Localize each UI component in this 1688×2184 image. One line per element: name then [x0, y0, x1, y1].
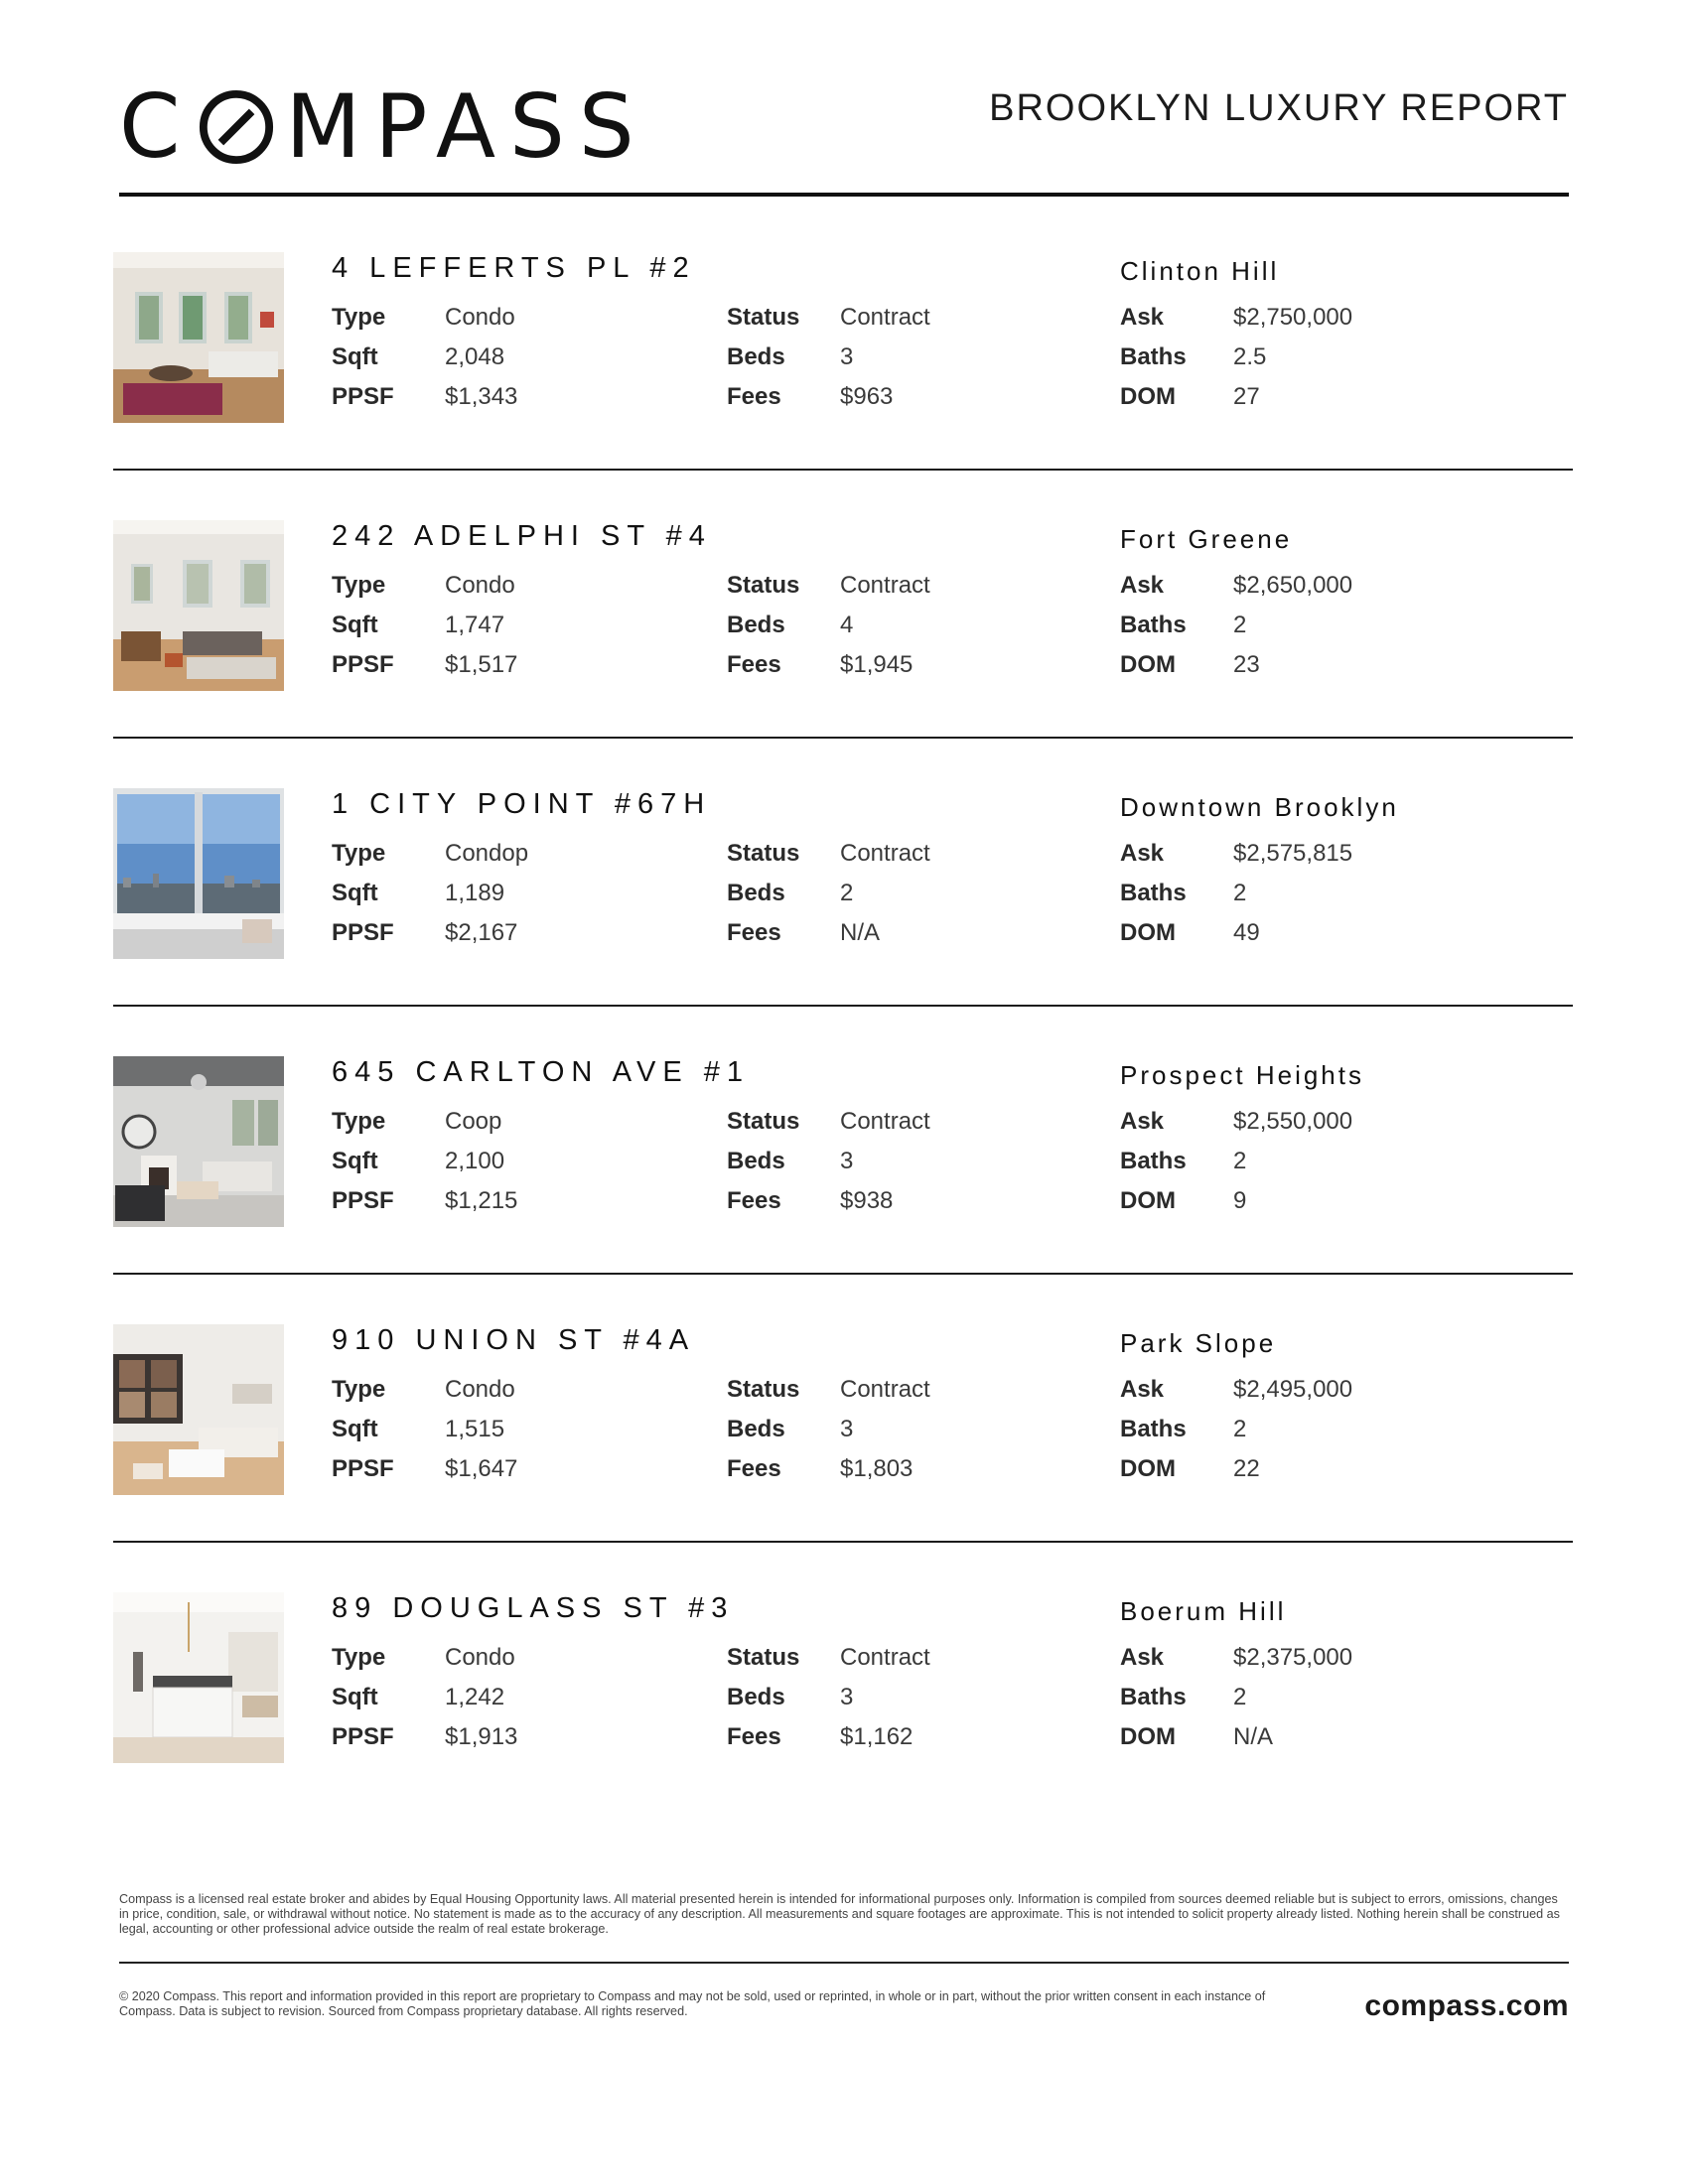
ask-label: Ask: [1120, 840, 1165, 867]
dom-value: N/A: [1233, 1723, 1274, 1750]
dom-value: 23: [1233, 651, 1260, 678]
sqft-label: Sqft: [332, 1684, 378, 1710]
fees-value: $1,803: [840, 1455, 914, 1482]
listing-neighborhood: Boerum Hill: [1120, 1596, 1287, 1626]
listing-photo[interactable]: [113, 1324, 284, 1495]
baths-value: 2: [1233, 1148, 1247, 1174]
listing-address[interactable]: 89 DOUGLASS ST #3: [332, 1592, 735, 1624]
header-divider: [119, 193, 1569, 197]
type-value: Condo: [445, 304, 515, 331]
kitchen-photo: [113, 1592, 284, 1763]
beds-value: 3: [840, 1416, 854, 1442]
beds-value: 3: [840, 343, 854, 370]
ppsf-value: $1,215: [445, 1187, 518, 1214]
beds-value: 4: [840, 612, 854, 638]
sqft-value: 2,100: [445, 1148, 505, 1174]
fees-value: N/A: [840, 919, 881, 946]
listing-row[interactable]: [113, 248, 1573, 516]
status-value: Contract: [840, 1108, 930, 1135]
compass-logo[interactable]: C MPASS: [119, 75, 648, 179]
baths-label: Baths: [1120, 612, 1187, 638]
beds-label: Beds: [727, 1684, 785, 1710]
fees-label: Fees: [727, 1187, 781, 1214]
report-header: [119, 69, 1569, 199]
ppsf-label: PPSF: [332, 651, 394, 678]
type-label: Type: [332, 1108, 386, 1135]
status-value: Contract: [840, 1644, 930, 1671]
fees-value: $1,162: [840, 1723, 914, 1750]
ask-label: Ask: [1120, 304, 1165, 331]
row-divider: [113, 469, 1573, 471]
listing-photo[interactable]: [113, 1592, 284, 1763]
beds-label: Beds: [727, 343, 785, 370]
listing-row[interactable]: [113, 1588, 1573, 1856]
ask-value: $2,375,000: [1233, 1644, 1353, 1671]
ppsf-value: $1,913: [445, 1723, 518, 1750]
listing-row[interactable]: [113, 516, 1573, 784]
legal-disclaimer: Compass is a licensed real estate broker and abides by Equal Housing Opportunity laws. All material presented herein is intended for informational purposes only. Information is compiled from sources deemed reliable but is subject to errors, omissions, changes in price, condition, sale, or withdrawal without notice. No statement is made as to the accuracy of any description. All measurements and square footages are approximate. This is not intended to solicit property already listed. Nothing herein shall be construed as legal, accounting or other professional advice outside the realm of real estate brokerage.: [119, 1892, 1560, 1936]
listing-address[interactable]: 910 UNION ST #4A: [332, 1324, 696, 1356]
beds-label: Beds: [727, 1416, 785, 1442]
listing-details: [332, 1376, 1573, 1495]
status-value: Contract: [840, 572, 930, 599]
status-label: Status: [727, 1376, 800, 1403]
status-value: Contract: [840, 304, 930, 331]
row-divider: [113, 1541, 1573, 1543]
status-value: Contract: [840, 1376, 930, 1403]
status-label: Status: [727, 304, 800, 331]
listings-list: [113, 248, 1573, 1856]
listing-details: [332, 304, 1573, 423]
listing-neighborhood: Park Slope: [1120, 1328, 1277, 1358]
baths-value: 2.5: [1233, 343, 1267, 370]
baths-value: 2: [1233, 880, 1247, 906]
baths-label: Baths: [1120, 1416, 1187, 1442]
ask-label: Ask: [1120, 1644, 1165, 1671]
baths-label: Baths: [1120, 880, 1187, 906]
sqft-value: 1,747: [445, 612, 505, 638]
city-view-photo: [113, 788, 284, 959]
dom-label: DOM: [1120, 1455, 1176, 1482]
status-label: Status: [727, 1108, 800, 1135]
ppsf-value: $1,517: [445, 651, 518, 678]
listing-address[interactable]: 645 CARLTON AVE #1: [332, 1056, 750, 1088]
row-divider: [113, 1005, 1573, 1007]
dom-label: DOM: [1120, 651, 1176, 678]
dom-value: 9: [1233, 1187, 1247, 1214]
living-room-photo: [113, 520, 284, 691]
listing-photo[interactable]: [113, 788, 284, 959]
ask-value: $2,495,000: [1233, 1376, 1353, 1403]
status-label: Status: [727, 840, 800, 867]
report-title: BROOKLYN LUXURY REPORT: [989, 87, 1569, 129]
type-label: Type: [332, 304, 386, 331]
listing-neighborhood: Prospect Heights: [1120, 1060, 1364, 1090]
ppsf-value: $2,167: [445, 919, 518, 946]
dom-value: 27: [1233, 383, 1260, 410]
type-value: Condop: [445, 840, 529, 867]
ask-value: $2,750,000: [1233, 304, 1353, 331]
ask-value: $2,575,815: [1233, 840, 1353, 867]
listing-photo[interactable]: [113, 252, 284, 423]
living-room-photo: [113, 1324, 284, 1495]
beds-value: 2: [840, 880, 854, 906]
fees-label: Fees: [727, 919, 781, 946]
living-room-photo: [113, 1056, 284, 1227]
beds-value: 3: [840, 1148, 854, 1174]
ask-label: Ask: [1120, 572, 1165, 599]
footer-divider: [119, 1962, 1569, 1964]
fees-value: $938: [840, 1187, 894, 1214]
baths-label: Baths: [1120, 1148, 1187, 1174]
beds-label: Beds: [727, 880, 785, 906]
baths-label: Baths: [1120, 343, 1187, 370]
beds-label: Beds: [727, 612, 785, 638]
listing-address[interactable]: 242 ADELPHI ST #4: [332, 520, 712, 552]
sqft-value: 1,515: [445, 1416, 505, 1442]
listing-details: [332, 572, 1573, 691]
sqft-label: Sqft: [332, 1416, 378, 1442]
sqft-label: Sqft: [332, 612, 378, 638]
fees-label: Fees: [727, 1723, 781, 1750]
listing-row[interactable]: [113, 1320, 1573, 1588]
dom-value: 22: [1233, 1455, 1260, 1482]
listing-row[interactable]: [113, 784, 1573, 1052]
sqft-value: 1,242: [445, 1684, 505, 1710]
living-room-photo: [113, 252, 284, 423]
dom-value: 49: [1233, 919, 1260, 946]
listing-address[interactable]: 4 LEFFERTS PL #2: [332, 252, 696, 284]
fees-label: Fees: [727, 651, 781, 678]
type-value: Condo: [445, 1376, 515, 1403]
fees-label: Fees: [727, 1455, 781, 1482]
ppsf-label: PPSF: [332, 383, 394, 410]
listing-details: [332, 840, 1573, 959]
sqft-label: Sqft: [332, 1148, 378, 1174]
compass-o-icon: [198, 88, 275, 166]
ppsf-label: PPSF: [332, 1723, 394, 1750]
dom-label: DOM: [1120, 383, 1176, 410]
listing-photo[interactable]: [113, 1056, 284, 1227]
sqft-value: 1,189: [445, 880, 505, 906]
listing-details: [332, 1108, 1573, 1227]
website-link[interactable]: compass.com: [1364, 1989, 1569, 2022]
baths-value: 2: [1233, 1416, 1247, 1442]
ppsf-label: PPSF: [332, 1187, 394, 1214]
listing-photo[interactable]: [113, 520, 284, 691]
dom-label: DOM: [1120, 1187, 1176, 1214]
sqft-label: Sqft: [332, 880, 378, 906]
fees-value: $1,945: [840, 651, 914, 678]
type-value: Coop: [445, 1108, 502, 1135]
fees-value: $963: [840, 383, 894, 410]
ppsf-value: $1,343: [445, 383, 518, 410]
row-divider: [113, 737, 1573, 739]
listing-neighborhood: Fort Greene: [1120, 524, 1293, 554]
sqft-label: Sqft: [332, 343, 378, 370]
ask-label: Ask: [1120, 1376, 1165, 1403]
listing-address[interactable]: 1 CITY POINT #67H: [332, 788, 712, 820]
copyright-notice: © 2020 Compass. This report and information provided in this report are proprietary to Compass and may not be sold, used or reprinted, in whole or in part, without the prior written consent in each instance of Compass. Data is subject to revision. Sourced from Compass proprietary database. All rights reserved.: [119, 1989, 1266, 2018]
baths-value: 2: [1233, 612, 1247, 638]
status-value: Contract: [840, 840, 930, 867]
baths-label: Baths: [1120, 1684, 1187, 1710]
listing-row[interactable]: [113, 1052, 1573, 1320]
type-value: Condo: [445, 572, 515, 599]
ask-value: $2,550,000: [1233, 1108, 1353, 1135]
status-label: Status: [727, 572, 800, 599]
beds-label: Beds: [727, 1148, 785, 1174]
listing-neighborhood: Clinton Hill: [1120, 256, 1280, 286]
ppsf-label: PPSF: [332, 1455, 394, 1482]
beds-value: 3: [840, 1684, 854, 1710]
ppsf-label: PPSF: [332, 919, 394, 946]
type-label: Type: [332, 840, 386, 867]
listing-neighborhood: Downtown Brooklyn: [1120, 792, 1399, 822]
dom-label: DOM: [1120, 919, 1176, 946]
type-label: Type: [332, 1376, 386, 1403]
listing-details: [332, 1644, 1573, 1763]
status-label: Status: [727, 1644, 800, 1671]
ppsf-value: $1,647: [445, 1455, 518, 1482]
type-label: Type: [332, 572, 386, 599]
ask-value: $2,650,000: [1233, 572, 1353, 599]
dom-label: DOM: [1120, 1723, 1176, 1750]
type-label: Type: [332, 1644, 386, 1671]
fees-label: Fees: [727, 383, 781, 410]
baths-value: 2: [1233, 1684, 1247, 1710]
sqft-value: 2,048: [445, 343, 505, 370]
ask-label: Ask: [1120, 1108, 1165, 1135]
row-divider: [113, 1273, 1573, 1275]
type-value: Condo: [445, 1644, 515, 1671]
